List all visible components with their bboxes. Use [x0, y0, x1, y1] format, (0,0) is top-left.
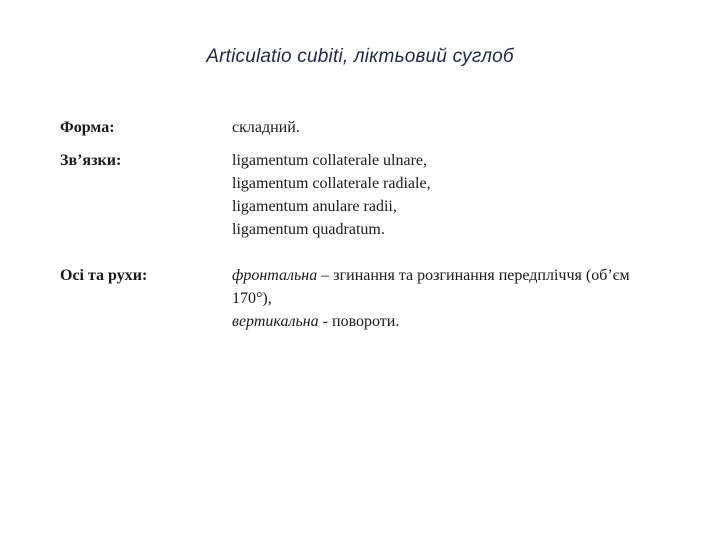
- vertical-axis-line: [232, 310, 700, 333]
- ligaments-list: [232, 149, 700, 241]
- ligament-item: ligamentum collaterale ulnare,: [232, 152, 428, 169]
- axes-label: Осі та рухи:: [60, 267, 148, 284]
- form-label: Форма:: [60, 119, 115, 136]
- ligament-item: ligamentum anulare radii,: [232, 198, 397, 215]
- vertical-axis-text: - повороти.: [318, 313, 400, 330]
- vertical-axis-name: вертикальна: [232, 313, 319, 330]
- form-value: складний.: [232, 119, 300, 136]
- ligament-item: ligamentum quadratum.: [232, 221, 385, 238]
- frontal-axis-name: фронтальна: [232, 267, 318, 284]
- slide-title: Articulatio cubiti, ліктьовий суглоб: [206, 46, 514, 67]
- ligament-item: ligamentum collaterale radiale,: [232, 175, 431, 192]
- axes-list: [232, 264, 700, 333]
- frontal-axis-text-continued: 170°),: [232, 290, 272, 307]
- frontal-axis-line: [232, 264, 700, 287]
- frontal-axis-text: – згинання та розгинання передпліччя (об’єм: [317, 267, 630, 284]
- ligaments-label: Зв’язки:: [60, 152, 122, 169]
